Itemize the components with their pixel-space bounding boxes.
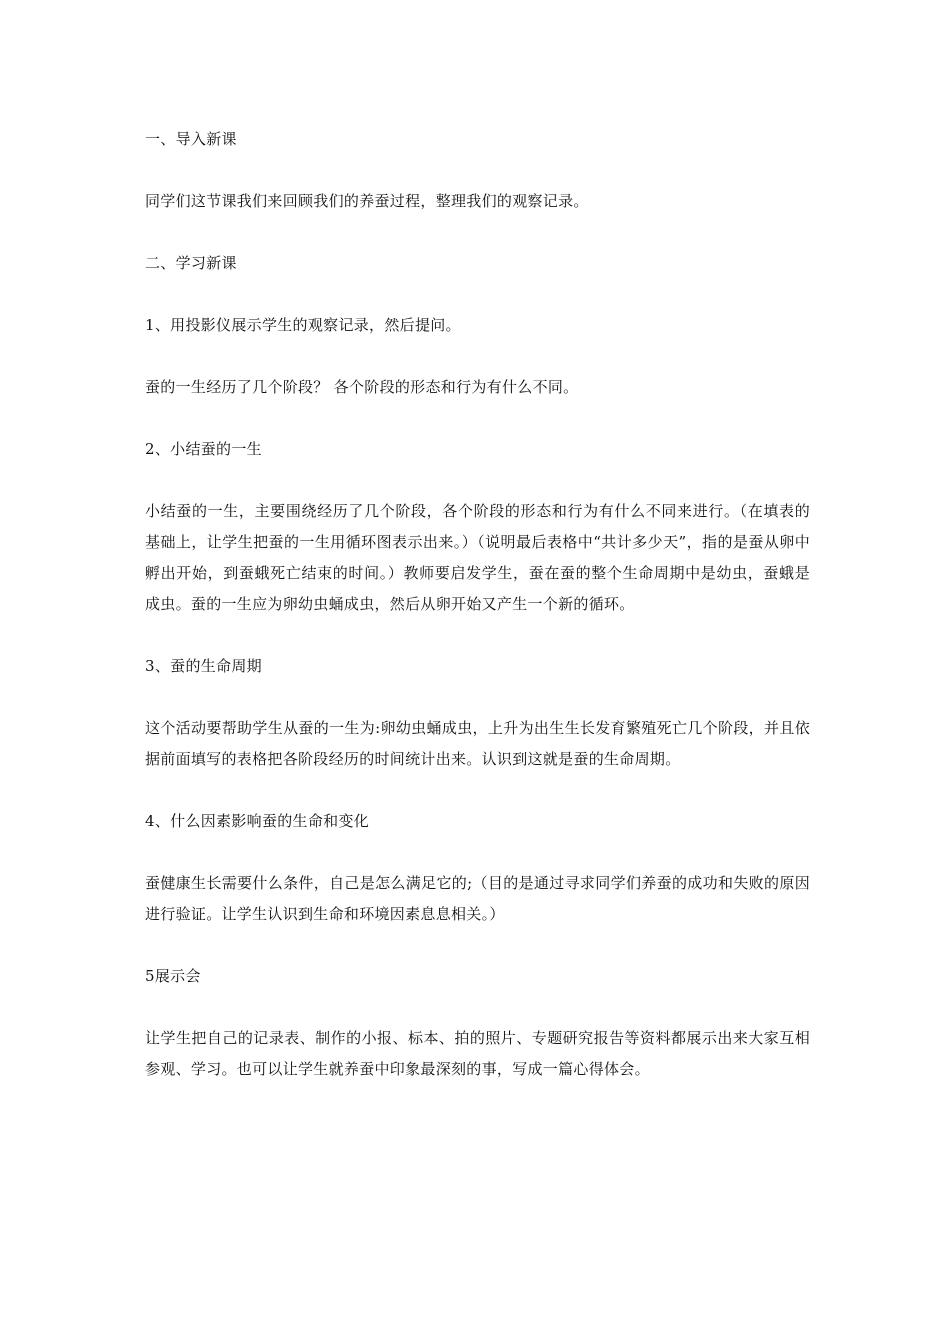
item-1-question: 蚕的一生经历了几个阶段？ 各个阶段的形态和行为有什么不同。 — [145, 378, 579, 396]
item-3-paragraph: 这个活动要帮助学生从蚕的一生为:卵幼虫蛹成虫，上升为出生生长发育繁殖死亡几个阶段，并且依据前面填写的表格把各阶段经历的时间统计出来。认识到这就是蚕的生命周期。 — [145, 719, 810, 768]
paragraph-intro: 同学们这节课我们来回顾我们的养蚕过程，整理我们的观察记录。 — [145, 192, 589, 210]
item-5-paragraph: 让学生把自己的记录表、制作的小报、标本、拍的照片、专题研究报告等资料都展示出来大家互相参观、学习。也可以让学生就养蚕中印象最深刻的事，写成一篇心得体会。 — [145, 1029, 810, 1078]
heading-new-lesson: 二、学习新课 — [145, 254, 237, 272]
item-3-heading: 3、蚕的生命周期 — [145, 657, 262, 675]
item-5-heading: 5展示会 — [145, 967, 201, 985]
heading-intro: 一、导入新课 — [145, 130, 237, 148]
item-4-heading: 4、什么因素影响蚕的生命和变化 — [145, 812, 370, 830]
item-1-heading: 1、用投影仪展示学生的观察记录，然后提问。 — [145, 316, 461, 334]
item-2-paragraph: 小结蚕的一生，主要围绕经历了几个阶段，各个阶段的形态和行为有什么不同来进行。（在填表的基础上，让学生把蚕的一生用循环图表示出来。）（说明最后表格中“共计多少天”，指的是蚕从卵中孵出开始，到蚕蛾死亡结束的时间。）教师要启发学生，蚕在蚕的整个生命周期中是幼虫，蚕蛾是成虫。蚕的一生应为卵幼虫蛹成虫，然后从卵开始又产生一个新的循环。 — [145, 502, 810, 613]
item-2-heading: 2、小结蚕的一生 — [145, 440, 262, 458]
item-4-paragraph: 蚕健康生长需要什么条件，自己是怎么满足它的;（目的是通过寻求同学们养蚕的成功和失败的原因进行验证。让学生认识到生命和环境因素息息相关。） — [145, 874, 810, 923]
document-page — [145, 124, 810, 1085]
